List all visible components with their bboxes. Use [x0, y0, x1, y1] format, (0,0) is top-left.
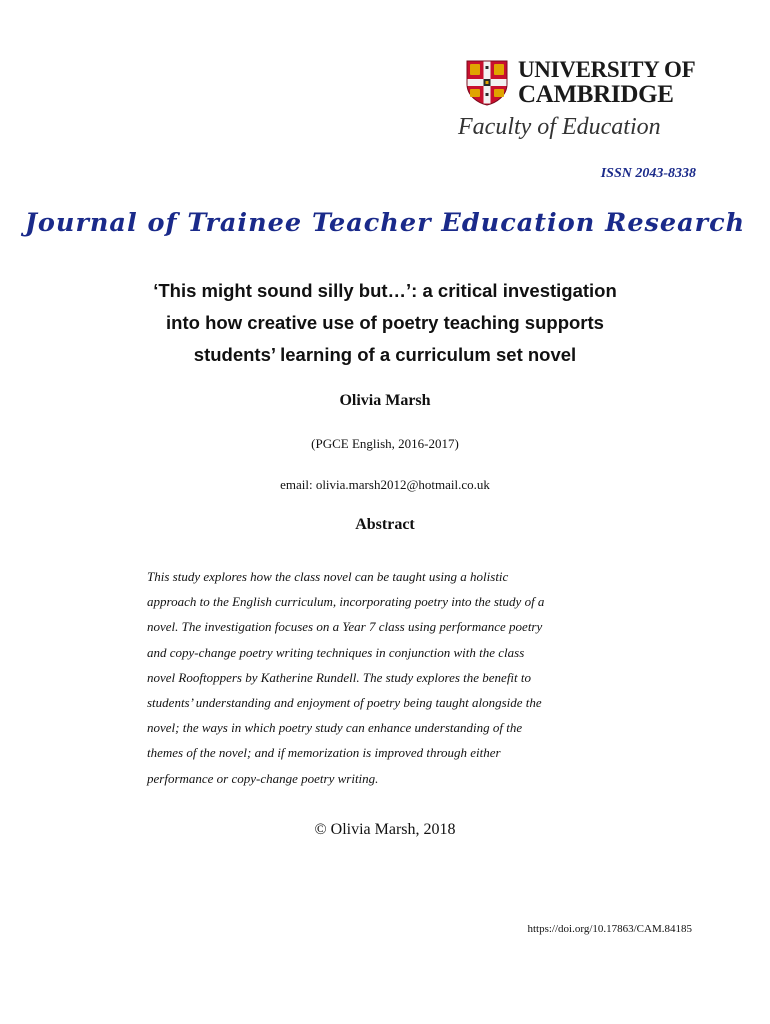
author-name: Olivia Marsh — [339, 392, 431, 409]
article-title-line: ‘This might sound silly but…’: a critical investigation — [153, 280, 617, 301]
university-name-line2: CAMBRIDGE — [518, 81, 674, 108]
article-title-line: into how creative use of poetry teaching supports — [166, 312, 604, 333]
author-affiliation: (PGCE English, 2016-2017) — [311, 436, 459, 451]
faculty-name: Faculty of Education — [458, 114, 661, 140]
abstract-line: and copy-change poetry writing techniques in conjunction with the class — [147, 644, 525, 660]
abstract-line: performance or copy-change poetry writing. — [147, 770, 379, 786]
abstract-line: approach to the English curriculum, incorporating poetry into the study of a — [147, 594, 545, 610]
author-email: email: olivia.marsh2012@hotmail.co.uk — [280, 477, 490, 492]
abstract-heading: Abstract — [355, 516, 415, 533]
abstract-line: novel. The investigation focuses on a Year 7 class using performance poetry — [147, 619, 543, 635]
copyright-notice: © Olivia Marsh, 2018 — [314, 821, 456, 838]
doi-link[interactable]: https://doi.org/10.17863/CAM.84185 — [527, 923, 692, 935]
university-name — [518, 58, 695, 107]
abstract-line: novel; the ways in which poetry study can enhance understanding of the — [147, 720, 523, 736]
issn-label: ISSN 2043-8338 — [600, 166, 696, 181]
abstract-line: This study explores how the class novel can be taught using a holistic — [147, 569, 509, 584]
abstract-line: themes of the novel; and if memorization is improved through either — [147, 745, 501, 761]
abstract-body — [147, 564, 627, 791]
journal-title: Journal of Trainee Teacher Education Research — [24, 208, 746, 238]
abstract-line: novel Rooftoppers by Katherine Rundell. The study explores the benefit to — [147, 669, 532, 685]
article-title-line: students’ learning of a curriculum set novel — [193, 344, 577, 365]
university-name-line1: UNIVERSITY OF — [518, 57, 696, 82]
article-title — [60, 275, 710, 371]
university-logo — [458, 57, 696, 142]
university-crest-icon — [466, 60, 508, 106]
abstract-line: students’ understanding and enjoyment of poetry being taught alongside the — [147, 695, 542, 711]
